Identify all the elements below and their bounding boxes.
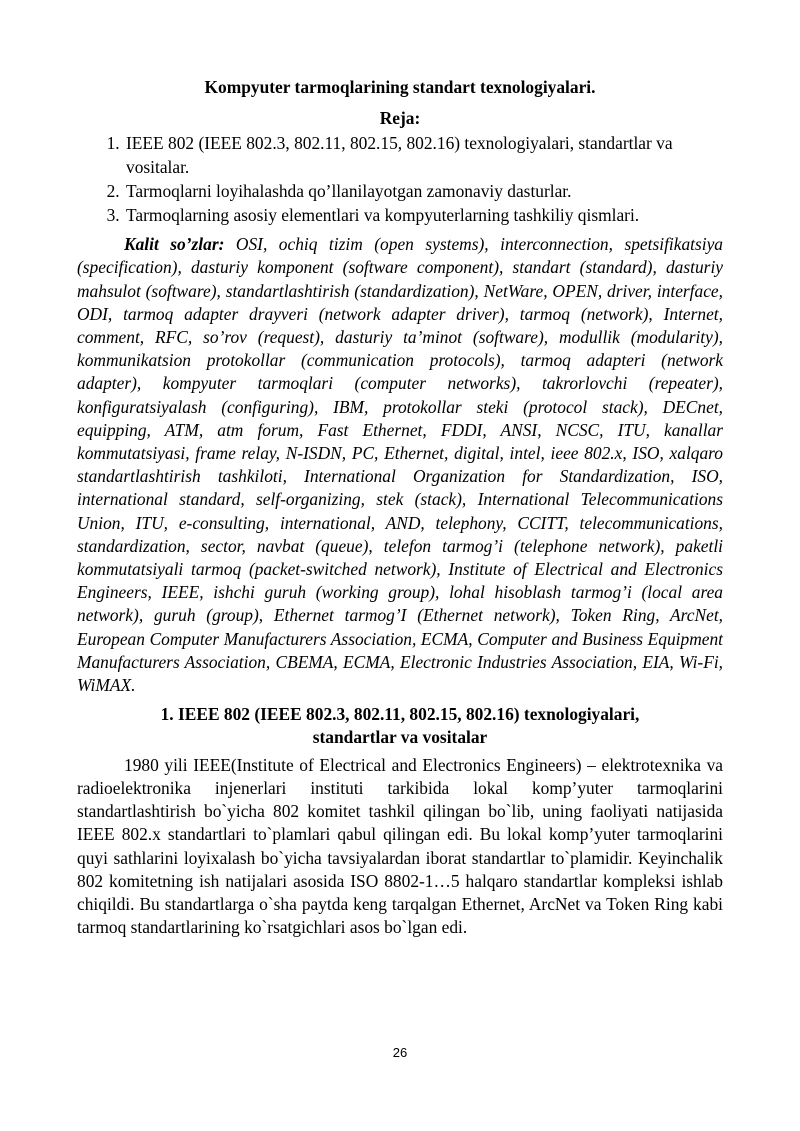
section-heading-line: standartlar va vositalar [312, 727, 488, 748]
plan-item: 2. Tarmoqlarni loyihalashda qo’llanilayotgan zamonaviy dasturlar. [124, 180, 723, 203]
plan-heading: Reja: [379, 108, 421, 129]
keywords-label: Kalit so’zlar: [124, 234, 225, 255]
document-title: Kompyuter tarmoqlarining standart texnologiyalari. [204, 77, 596, 97]
page-content [77, 76, 723, 939]
keywords-text: OSI, ochiq tizim (open systems), interconnection, spetsifikatsiya (specification), dasturiy komponent (software component), standart (standard), dasturiy mahsulot (software), standartlashtirish (standardization), NetWare, OPEN, driver, interface, ODI, tarmoq adapter drayveri (network adapter driver), tarmoq (network), Internet, comment, RFC, so’rov (request), dasturiy ta’minot (software), modullik (modularity), kommunikatsion protokollar (communication protocols), tarmoq adapteri (network adapter), kompyuter tarmoqlari (computer networks), takrorlovchi (repeater), konfiguratsiyalash (configuring), IBM, protokollar steki (protocol stack), DECnet, equipping, ATM, atm forum, Fast Ethernet, FDDI, ANSI, NCSC, ITU, kanallar kommutatsiyasi, frame relay, N-ISDN, PC, Ethernet, digital, intel, ieee 802.x, ISO, xalqaro standartlashtirish tashkiloti, International Organization for Standardization, ISO, international standard, self-organizing, stek (stack), International Telecommunications Union, ITU, e-consulting, international, AND, telephony, CCITT, telecommunications, standardization, sector, navbat (queue), telefon tarmog’i (telephone network), paketli kommutatsiyali tarmoq (packet-switched network), Institute of Electrical and Electronics Engineers, IEEE, ishchi guruh (working group), lohal hisoblash tarmog’i (local area network), guruh (group), Ethernet tarmog’I (Ethernet network), Token Ring, ArcNet, European Computer Manufacturers Association, ECMA, Computer and Business Equipment Manufacturers Association, CBEMA, ECMA, Electronic Industries Association, EIA, Wi-Fi, WiMAX. [77, 234, 724, 696]
section-heading-line: 1. IEEE 802 (IEEE 802.3, 802.11, 802.15, 802.16) texnologiyalari, [160, 704, 640, 725]
page-number: 26 [392, 1045, 408, 1060]
plan-item: 1. IEEE 802 (IEEE 802.3, 802.11, 802.15, 802.16) texnologiyalari, standartlar va vositalar. [124, 132, 723, 178]
keywords-paragraph [77, 233, 723, 697]
plan-list [77, 132, 723, 227]
section-heading [77, 703, 723, 749]
body-paragraph: 1980 yili IEEE(Institute of Electrical and Electronics Engineers) – elektrotexnika va radioelektronika injenerlari instituti tarkibida lokal komp’yuter tarmoqlarini standartlashtirish bo`yicha 802 komitet tashkil qilingan bo`lib, uning faoliyati natijasida IEEE 802.x standartlari to`plamlari qabul qilingan edi. Bu lokal komp’yuter tarmoqlarini quyi sathlarini loyixalash bo`yicha tavsiyalardan iborat standartlar to`plamidir. Keyinchalik 802 komitetning ish natijalari asosida ISO 8802-1…5 halqaro standartlar kompleksi ishlab chiqildi. Bu standartlarga o`sha paytda keng tarqalgan Ethernet, ArcNet va Token Ring kabi tarmoq standartlarining ko`rsatgichlari asos bo`lgan edi. [77, 754, 723, 938]
plan-item: 3. Tarmoqlarning asosiy elementlari va kompyuterlarning tashkiliy qismlari. [124, 204, 723, 227]
